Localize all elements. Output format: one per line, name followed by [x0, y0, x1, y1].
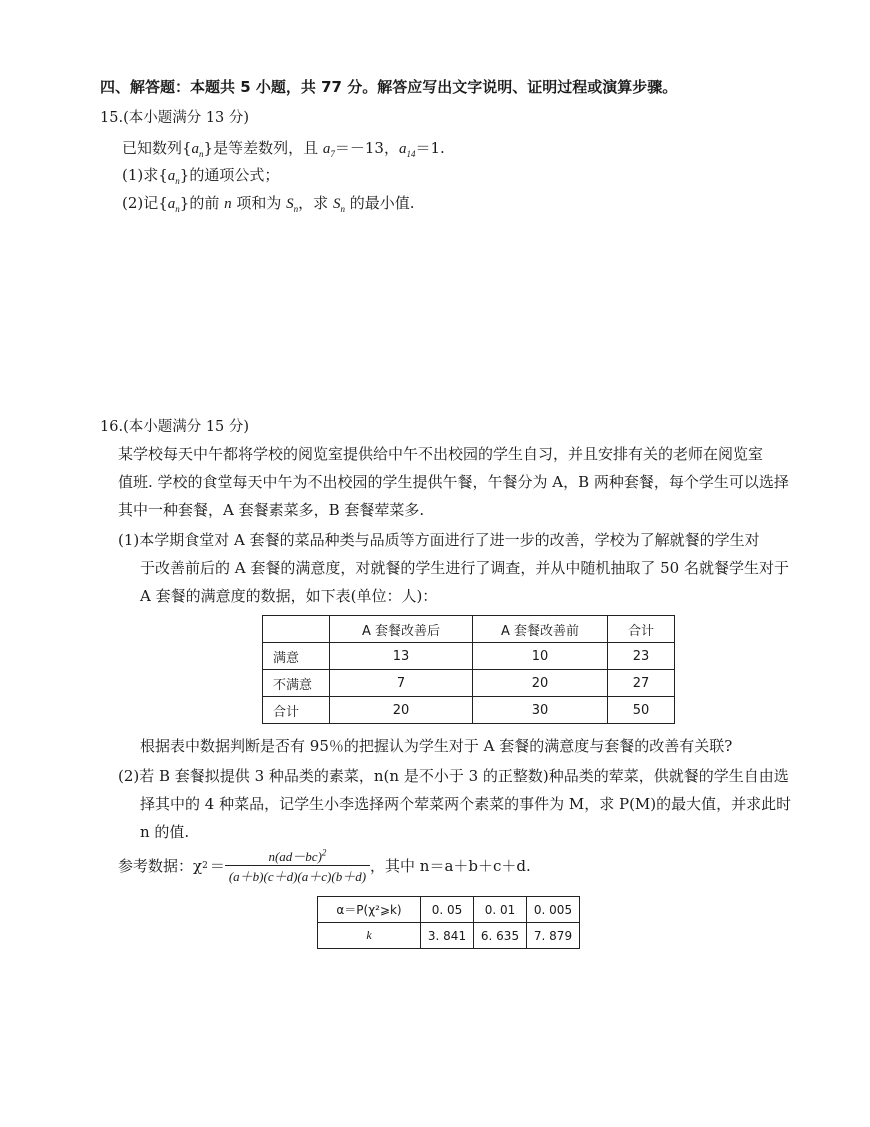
q15-part2-text: 项和为: [231, 194, 287, 212]
table-cell: 27: [608, 670, 675, 697]
table-cell: 23: [608, 643, 675, 670]
table-cell: 20: [330, 697, 473, 724]
table-cell: 0. 05: [421, 897, 474, 923]
q15-part2-text: 的最小值.: [344, 194, 415, 212]
table-cell: 0. 005: [527, 897, 580, 923]
table-cell: 6. 635: [474, 923, 527, 949]
math-a7: $a_7$: [322, 141, 335, 159]
q15-part2-text: (2)记{: [122, 194, 168, 212]
q15-part1-text: }的通项公式；: [179, 166, 280, 184]
q16-intro-line3: 其中一种套餐，A 套餐素菜多，B 套餐荤菜多.: [118, 501, 425, 519]
table-cell: 7. 879: [527, 923, 580, 949]
q15-part1-text: (1)求{: [122, 166, 168, 184]
table-cell: 10: [473, 643, 608, 670]
reference-tail: ，其中 n＝a＋b＋c＋d.: [370, 857, 531, 875]
table-cell: 20: [473, 670, 608, 697]
reference-formula: [118, 846, 531, 885]
q15-part1: [122, 164, 279, 186]
math-n: n: [224, 196, 232, 212]
satisfaction-table: [262, 615, 675, 724]
math-a: $a_n$: [191, 141, 204, 159]
reference-label: 参考数据：χ: [118, 857, 203, 875]
q15-stem-text: ＝1.: [415, 139, 445, 157]
q16-number: 16.: [100, 419, 124, 435]
square-superscript: 2: [202, 860, 208, 871]
q15-part2-text: }的前: [179, 194, 225, 212]
q16-part1-line1: (1)本学期食堂对 A 套餐的菜品种类与品质等方面进行了进一步的改善，学校为了解就餐的学生对: [118, 531, 760, 549]
table-cell: 0. 01: [474, 897, 527, 923]
table-row-label: 合计: [263, 697, 330, 724]
q15-number: 15.: [100, 110, 124, 126]
table-header-cell: 合计: [608, 616, 675, 643]
table-header-cell: A 套餐改善前: [473, 616, 608, 643]
math-a14: $a_{14}$: [398, 141, 416, 159]
q16-part2-line2: 择其中的 4 种菜品，记学生小李选择两个荤菜两个素菜的事件为 M，求 P(M)的最大值，并求此时: [140, 795, 792, 813]
table-header-cell: A 套餐改善后: [330, 616, 473, 643]
critical-value-table: [317, 896, 580, 949]
q15-part2-text: ，求: [298, 194, 333, 212]
table-row: [263, 643, 675, 670]
fraction-numerator: $n(ad-bc)^2$: [268, 847, 327, 864]
q16-part1-question: 根据表中数据判断是否有 95％的把握认为学生对于 A 套餐的满意度与套餐的改善有关联?: [140, 737, 733, 755]
table-row-label: 满意: [263, 643, 330, 670]
table-cell: 7: [330, 670, 473, 697]
math-Sn: $S_n$: [332, 196, 345, 214]
table-row: [263, 670, 675, 697]
table-row: [318, 897, 580, 923]
table-header-cell: [263, 616, 330, 643]
reference-eq: ＝: [209, 857, 225, 875]
q15-score: (本小题满分 13 分): [123, 110, 250, 126]
q16-part1-line2: 于改善前后的 A 套餐的满意度，对就餐的学生进行了调查，并从中随机抽取了 50 名就餐学生对于: [140, 559, 789, 577]
table-cell: 50: [608, 697, 675, 724]
table-cell: 30: [473, 697, 608, 724]
q15-stem: [122, 137, 445, 159]
q15-stem-text: }是等差数列，且: [203, 139, 323, 157]
q15-part2: [122, 192, 414, 214]
q16-intro-line2: 值班. 学校的食堂每天中午为不出校园的学生提供午餐，午餐分为 A，B 两种套餐，每个学生可以选择: [118, 473, 789, 491]
table-row-label: k: [318, 923, 421, 949]
q16-score: (本小题满分 15 分): [123, 419, 250, 435]
q16-part1-line3: A 套餐的满意度的数据，如下表(单位：人)：: [140, 587, 438, 605]
q16-intro-line1: 某学校每天中午都将学校的阅览室提供给中午不出校园的学生自习，并且安排有关的老师在阅览室: [118, 445, 764, 463]
section-heading: 四、解答题：本题共 5 小题，共 77 分。解答应写出文字说明、证明过程或演算步骤。: [100, 78, 678, 96]
table-cell: 13: [330, 643, 473, 670]
math-a: $a_n$: [167, 196, 180, 214]
q15-stem-text: 已知数列{: [122, 139, 192, 157]
numerator-text: n(ad－bc): [268, 849, 322, 864]
q16-header: [100, 415, 249, 436]
q15-header: [100, 106, 249, 127]
chi-square-fraction: [225, 846, 370, 885]
table-row-label: 不满意: [263, 670, 330, 697]
table-row-label: α＝P(χ²⩾k): [318, 897, 421, 923]
math-a: $a_n$: [167, 168, 180, 186]
table-cell: 3. 841: [421, 923, 474, 949]
table-header-row: [263, 616, 675, 643]
fraction-denominator: (a＋b)(c＋d)(a＋c)(b＋d): [225, 865, 370, 885]
table-row: [318, 923, 580, 949]
q16-part2-line3: n 的值.: [140, 823, 190, 841]
table-row: [263, 697, 675, 724]
math-Sn: $S_n$: [286, 196, 299, 214]
q16-part2-line1: (2)若 B 套餐拟提供 3 种品类的素菜，n(n 是不小于 3 的正整数)种品类的荤菜，供就餐的学生自由选: [118, 767, 789, 785]
q15-stem-text: ＝－13，: [334, 139, 399, 157]
